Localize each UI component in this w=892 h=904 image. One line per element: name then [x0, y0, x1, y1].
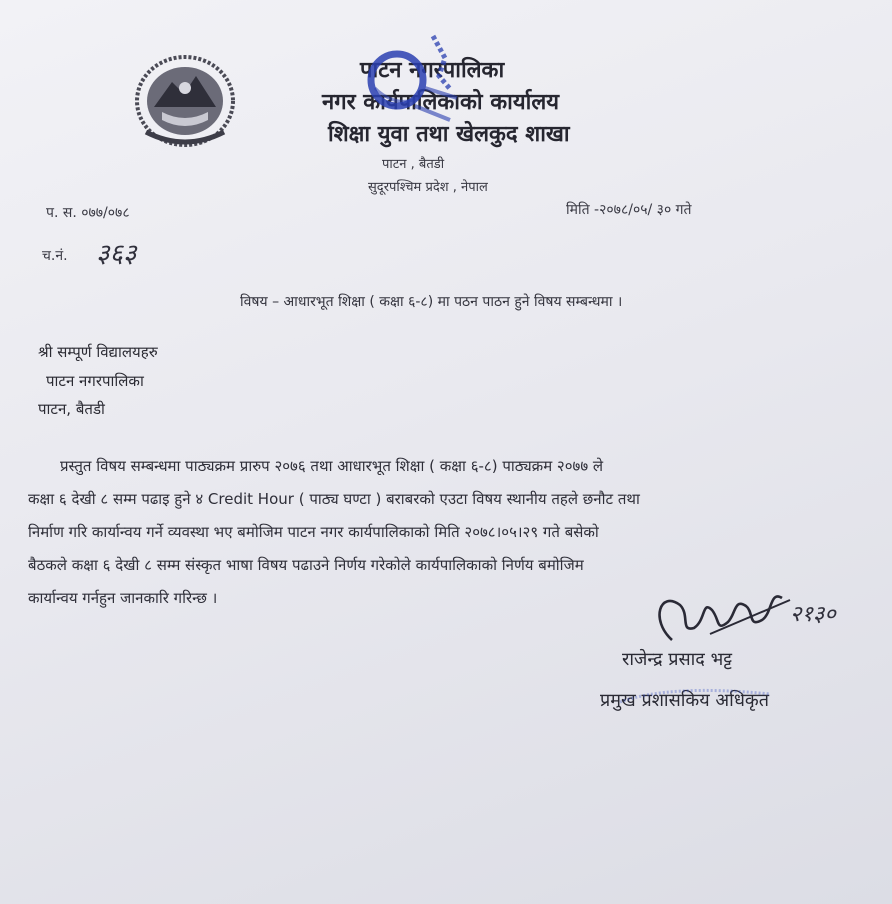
- body-line: प्रस्तुत विषय सम्बन्धमा पाठ्यक्रम प्रारुप २०७६ तथा आधारभूत शिक्षा ( कक्षा ६-८) पाठ्यक्रम २०७७ ले: [60, 457, 604, 475]
- signatory-title: प्रमुख प्रशासकिय अधिकृत: [600, 690, 769, 711]
- body-line: बैठकले कक्षा ६ देखी ८ सम्म संस्कृत भाषा विषय पढाउने निर्णय गरेकोले कार्यपालिकाको निर्णय बमोजिम: [28, 556, 584, 574]
- recipient-line1: श्री सम्पूर्ण विद्यालयहरु: [38, 343, 158, 361]
- letter-date: मिति -२०७८/०५/ ३० गते: [566, 202, 692, 218]
- reference-number: प. स. ०७७/०७८: [46, 205, 130, 221]
- letterhead-line3: शिक्षा युवा तथा खेलकुद शाखा: [328, 122, 570, 147]
- stamp-smudge-icon: [610, 680, 780, 710]
- body-line: निर्माण गरि कार्यान्वय गर्ने व्यवस्था भए बमोजिम पाटन नगर कार्यपालिकाको मिति २०७८।०५।२९ गते बसेको: [28, 523, 599, 541]
- body-line: कार्यान्वय गर्नहुन जानकारि गरिन्छ ।: [28, 589, 218, 607]
- recipient-line3: पाटन, बैतडी: [38, 400, 105, 418]
- letterhead-line1: पाटन नगरपालिका: [360, 58, 505, 83]
- signatory-name: राजेन्द्र प्रसाद भट्ट: [622, 649, 733, 670]
- dispatch-label: च.नं.: [42, 248, 68, 264]
- nepal-government-emblem-icon: [132, 52, 238, 150]
- letterhead-line2: नगर कार्यपालिकाको कार्यालय: [322, 90, 559, 115]
- recipient-line2: पाटन नगरपालिका: [46, 372, 144, 390]
- signature-date: २१३०: [790, 602, 836, 627]
- office-stamp-icon: [355, 28, 475, 143]
- body-line: कक्षा ६ देखी ८ सम्म पढाइ हुने ४ Credit Hour ( पाठ्य घण्टा ) बराबरको एउटा विषय स्थानीय तहले छनौट तथा: [28, 490, 640, 508]
- letterhead-place: पाटन , बैतडी: [382, 157, 445, 172]
- handwritten-signature-icon: [650, 570, 810, 650]
- dispatch-number: ३६३: [96, 239, 137, 269]
- letterhead-province: सुदूरपश्चिम प्रदेश , नेपाल: [368, 180, 488, 195]
- subject-line: विषय – आधारभूत शिक्षा ( कक्षा ६-८) मा पठन पाठन हुने विषय सम्बन्धमा ।: [240, 294, 623, 310]
